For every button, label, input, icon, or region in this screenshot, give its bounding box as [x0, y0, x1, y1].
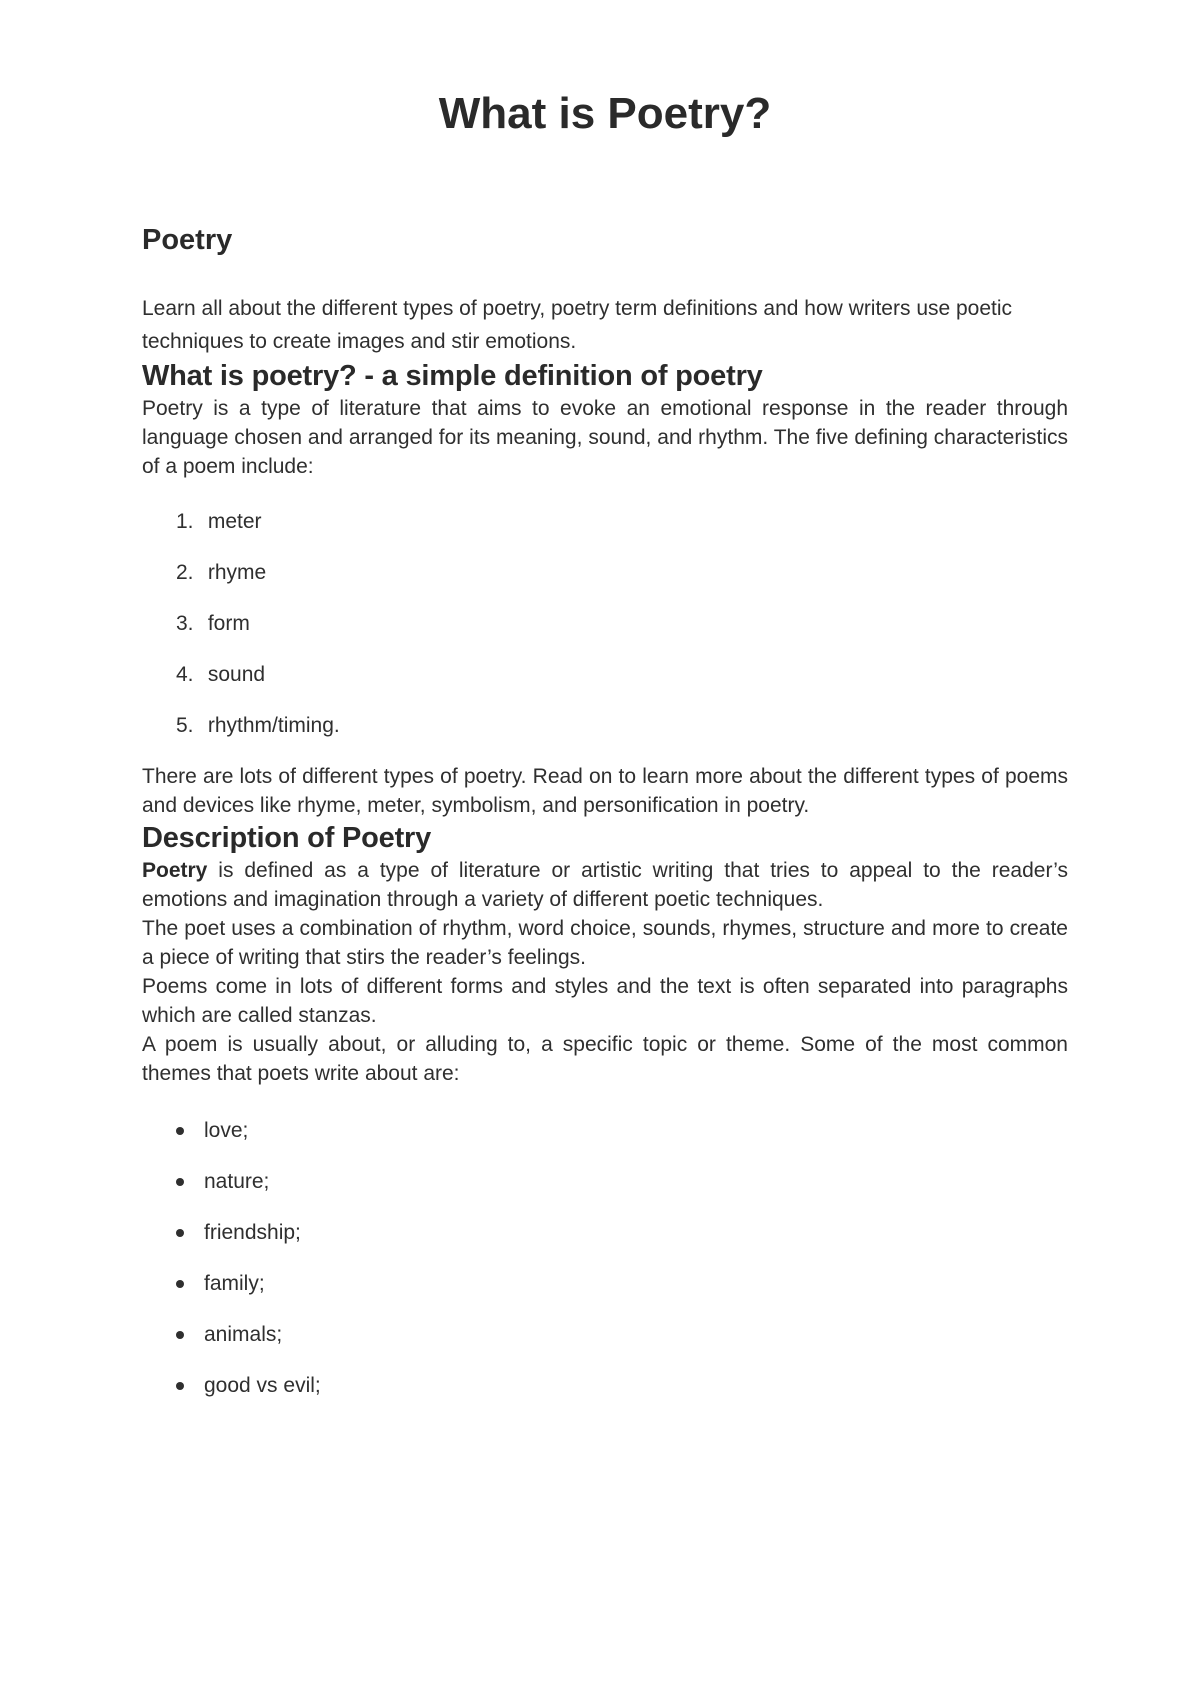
poetry-heading: Poetry	[142, 224, 233, 256]
poetry-bold-term: Poetry	[142, 859, 208, 882]
bullet-icon	[176, 1331, 184, 1339]
description-paragraph-1	[142, 856, 1068, 914]
bullet-icon	[176, 1382, 184, 1390]
list-item	[142, 1269, 1068, 1298]
list-item-text: animals;	[204, 1323, 283, 1346]
list-number: 5.	[176, 714, 194, 737]
list-item-text: family;	[204, 1272, 265, 1295]
intro-paragraph: Learn all about the different types of poetry, poetry term definitions and how writers use poetic techniques to create images and stir emotions.	[142, 297, 1013, 353]
list-item-text: rhythm/timing.	[207, 714, 340, 737]
list-item-text: love;	[204, 1119, 249, 1142]
simple-definition-heading: What is poetry? - a simple definition of poetry	[142, 360, 763, 392]
list-number: 1.	[176, 510, 194, 533]
list-item	[142, 711, 1068, 740]
list-number: 3.	[176, 612, 194, 635]
bullet-icon	[176, 1178, 184, 1186]
list-item	[142, 609, 1068, 638]
description-heading: Description of Poetry	[142, 822, 432, 854]
bullet-icon	[176, 1280, 184, 1288]
list-item	[142, 1116, 1068, 1145]
list-item-text: nature;	[204, 1170, 270, 1193]
list-item	[142, 1371, 1068, 1400]
description-paragraph-1-text: is defined as a type of literature or artistic writing that tries to appeal to the reader’s emotions and imagination through a variety of different poetic techniques.	[142, 859, 1068, 911]
themes-list	[142, 1116, 1068, 1400]
list-item-text: rhyme	[207, 561, 267, 584]
list-item	[142, 1218, 1068, 1247]
list-item	[142, 1320, 1068, 1349]
document-title: What is Poetry?	[438, 89, 772, 138]
list-item-text: friendship;	[204, 1221, 301, 1244]
bullet-icon	[176, 1127, 184, 1135]
characteristics-list	[142, 507, 1068, 740]
list-number: 4.	[176, 663, 194, 686]
list-number: 2.	[176, 561, 194, 584]
list-item	[142, 660, 1068, 689]
list-item	[142, 558, 1068, 587]
bullet-icon	[176, 1229, 184, 1237]
list-item-text: meter	[207, 510, 262, 533]
description-paragraph-3: Poems come in lots of different forms and styles and the text is often separated into paragraphs which are called stanzas.	[142, 975, 1068, 1027]
description-paragraph-4: A poem is usually about, or alluding to, a specific topic or theme. Some of the most common themes that poets write about are:	[142, 1033, 1068, 1085]
list-item	[142, 1167, 1068, 1196]
types-paragraph: There are lots of different types of poetry. Read on to learn more about the different types of poems and devices like rhyme, meter, symbolism, and personification in poetry.	[142, 765, 1068, 817]
list-item-text: form	[207, 612, 250, 635]
list-item-text: sound	[207, 663, 266, 686]
list-item-text: good vs evil;	[204, 1374, 321, 1397]
definition-paragraph: Poetry is a type of literature that aims to evoke an emotional response in the reader through language chosen and arranged for its meaning, sound, and rhythm. The five defining characteristics of a poem include:	[142, 397, 1068, 478]
description-paragraph-2: The poet uses a combination of rhythm, word choice, sounds, rhymes, structure and more to create a piece of writing that stirs the reader’s feelings.	[142, 917, 1068, 969]
list-item	[142, 507, 1068, 536]
